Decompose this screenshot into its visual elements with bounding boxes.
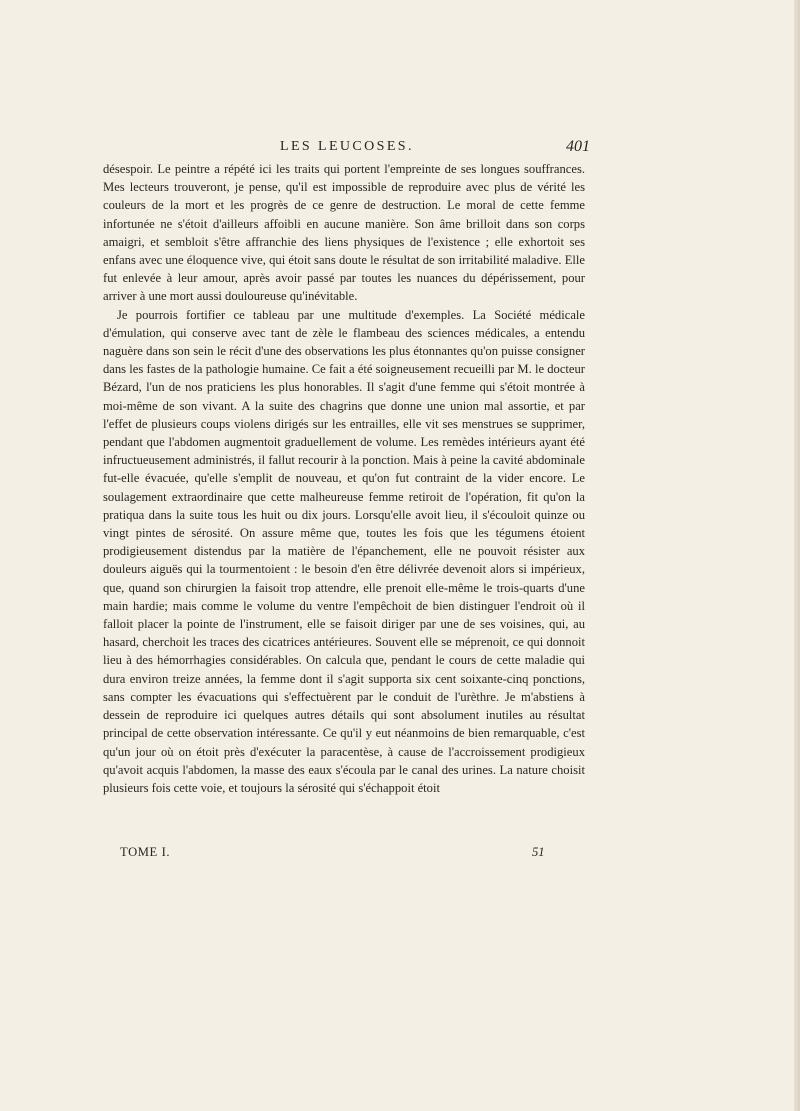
paragraph-2: Je pourrois fortifier ce tableau par une multitude d'exemples. La Société médicale d'émulation, qui conserve avec tant de zèle le flambeau des sciences médicales, a entendu naguère dans son sein le récit d'une des observations les plus étonnantes qu'on puisse consigner dans les fastes de la pathologie humaine. Ce fait a été soigneusement recueilli par M. le docteur Bézard, l'un de nos praticiens les plus honorables. Il s'agit d'une femme qui s'étoit montrée à moi-même de son vivant. A la suite des chagrins que donne une union mal assortie, et par l'effet de plusieurs coups violens dirigés sur les entrailles, elle vit ses menstrues se supprimer, pendant que l'abdomen augmentoit graduellement de volume. Les remèdes intérieurs ayant été infructueusement administrés, il fallut recourir à la ponction. Mais à peine la cavité abdominale fut-elle évacuée, qu'elle s'emplit de nouveau, et qu'on fut contraint de la vider encore. Le soulagement extraordinaire que cette malheureuse femme retiroit de l'opération, fit qu'on la pratiqua dans la suite tous les huit ou dix jours. Lorsqu'elle avoit lieu, il s'écouloit quinze ou vingt pintes de sérosité. On assure même que, toutes les fois que les tégumens étoient prodigieusement distendus par la matière de l'épanchement, elle ne pouvoit résister aux douleurs aiguës qui la tourmentoient : le besoin d'en être délivrée devenoit alors si impérieux, que, quand son chirurgien la faisoit trop attendre, elle prenoit elle-même le trois-quarts d'une main hardie; mais comme le volume du ventre l'empêchoit de bien distinguer l'endroit où il falloit placer la pointe de l'instrument, elle se faisoit diriger par une de ses voisines, qui, au hasard, cherchoit les traces des cicatrices antérieures. Souvent elle se méprenoit, ce qui donnoit lieu à des hémorrhagies considérables. On calcula que, pendant le cours de cette maladie qui dura environ treize années, la femme dont il s'agit supporta six cent soixante-cinq ponctions, sans compter les évacuations qui s'effectuèrent par le conduit de l'urèthre. Je m'abstiens à dessein de reproduire ici quelques autres détails qui sont absolument inutiles au résultat principal de cette observation intéressante. Ce qu'il y eut néanmoins de bien remarquable, c'est qu'un jour où on étoit près d'exécuter la paracentèse, à cause de l'accroissement prodigieux qu'avoit acquis l'abdomen, la masse des eaux s'écoula par le canal des urines. La nature choisit plusieurs fois cette voie, et toujours la sérosité qui s'échappoit étoit <box>103 307 585 795</box>
body-text <box>103 160 585 797</box>
paragraph-1: désespoir. Le peintre a répété ici les traits qui portent l'empreinte de ses longues souffrances. Mes lecteurs trouveront, je pense, qu'il est impossible de reproduire avec plus de vérité les couleurs de la mort et les progrès de ce genre de destruction. Le moral de cette femme infortunée ne s'étoit d'ailleurs affoibli en aucune manière. Son âme brilloit dans son corps amaigri, et sembloit s'être affranchie des liens physiques de l'existence ; elle exhortoit ses enfans avec une éloquence vive, qui étoit sans doute le résultat de son irritabilité maladive. Elle fut enlevée à leur amour, après avoir passé par toutes les nuances du dépérissement, pour arriver à une mort aussi douloureuse qu'inévitable. <box>103 162 585 304</box>
page-edge <box>794 0 800 1111</box>
running-title: LES LEUCOSES. <box>280 139 414 154</box>
signature-mark: 51 <box>532 845 545 859</box>
page-number: 401 <box>566 138 590 155</box>
volume-label: TOME I. <box>120 845 171 859</box>
